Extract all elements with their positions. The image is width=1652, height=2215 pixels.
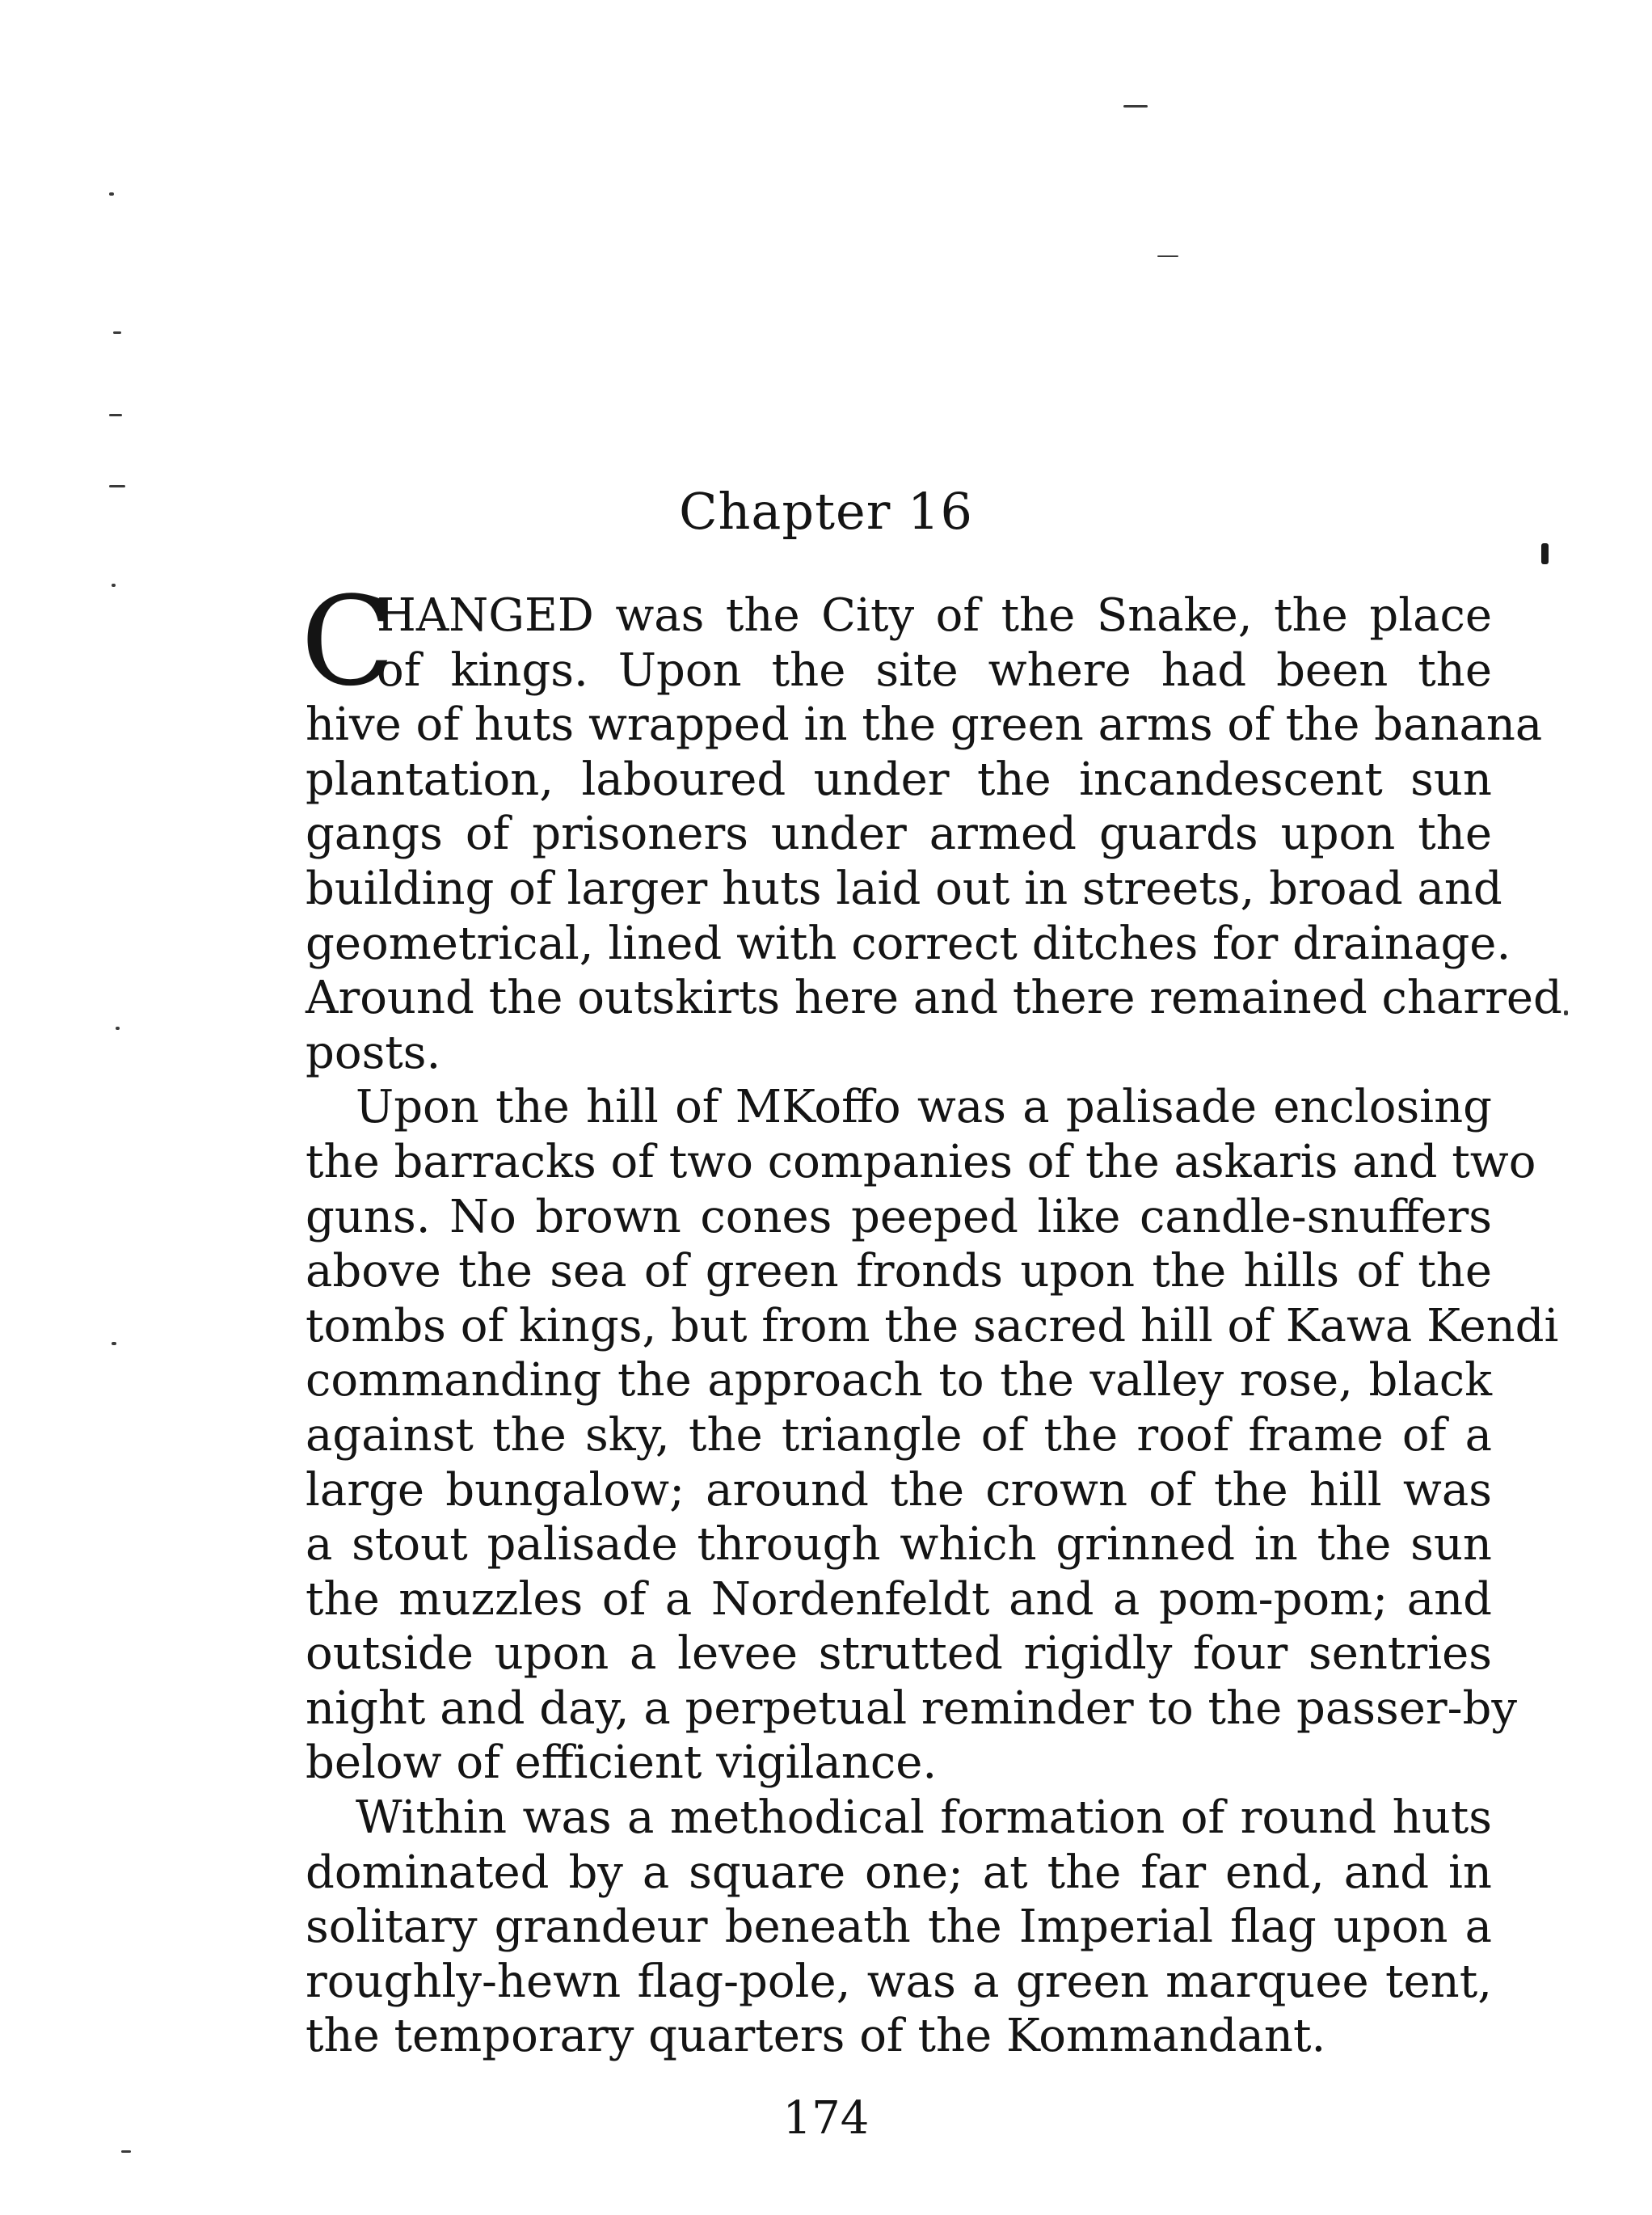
- scan-speck: [1564, 1010, 1568, 1015]
- text-line: outside upon a levee strutted rigidly four sentries: [306, 1627, 1492, 1681]
- text-line: Upon the hill of MKoffo was a palisade enclosing: [356, 1081, 1492, 1134]
- text-line: the barracks of two companies of the askaris and two: [306, 1135, 1536, 1188]
- chapter-text: [301, 570, 1562, 2064]
- scan-speck: [121, 2150, 131, 2153]
- page-number: 174: [782, 2092, 870, 2145]
- text-line: Around the outskirts here and there remained charred: [306, 972, 1562, 1025]
- scan-speck: [113, 331, 121, 334]
- text-line: building of larger huts laid out in streets, broad and: [306, 862, 1502, 915]
- text-line: dominated by a square one; at the far end, and in: [306, 1846, 1492, 1899]
- text-line: the temporary quarters of the Kommandant.: [306, 2010, 1326, 2063]
- text-line: guns. No brown cones peeped like candle-snuffers: [306, 1190, 1492, 1243]
- text-line: of kings. Upon the site where had been the: [377, 643, 1492, 697]
- text-line: posts.: [306, 1026, 441, 1079]
- text-line: against the sky, the triangle of the roof frame of a: [306, 1408, 1492, 1462]
- scan-speck: [1157, 255, 1178, 257]
- text-line: Within was a methodical formation of round huts: [356, 1791, 1492, 1845]
- scan-mark: [1541, 543, 1549, 564]
- text-line: gangs of prisoners under armed guards upon the: [306, 808, 1492, 861]
- text-line: geometrical, lined with correct ditches for drainage.: [306, 917, 1511, 970]
- text-line: below of efficient vigilance.: [306, 1736, 938, 1790]
- text-line: commanding the approach to the valley rose, black: [306, 1354, 1492, 1407]
- text-line: tombs of kings, but from the sacred hill of Kawa Kendi: [306, 1299, 1559, 1352]
- scan-speck: [112, 1342, 116, 1345]
- text-line: hive of huts wrapped in the green arms of the banana: [306, 698, 1543, 752]
- drop-cap: C: [301, 570, 395, 713]
- scan-speck: [116, 1027, 120, 1030]
- scan-speck: [109, 414, 122, 416]
- text-line: C HANGED was the City of the Snake, the place: [301, 570, 1492, 713]
- text-line: night and day, a perpetual reminder to the passer-by: [306, 1681, 1518, 1735]
- chapter-heading: Chapter 16: [679, 482, 973, 541]
- text-line: above the sea of green fronds upon the hills of the: [306, 1245, 1492, 1298]
- text-line: large bungalow; around the crown of the hill was: [306, 1463, 1492, 1517]
- scan-speck: [1123, 105, 1148, 108]
- scan-speck: [112, 584, 116, 587]
- text-line: roughly-hewn flag-pole, was a green marquee tent,: [306, 1955, 1492, 2008]
- text-line: plantation, laboured under the incandescent sun: [306, 753, 1492, 806]
- scan-speck: [109, 192, 114, 196]
- text-line: solitary grandeur beneath the Imperial flag upon a: [306, 1901, 1492, 1954]
- text-line: the muzzles of a Nordenfeldt and a pom-pom; and: [306, 1572, 1492, 1626]
- text-line: a stout palisade through which grinned in the sun: [306, 1518, 1492, 1572]
